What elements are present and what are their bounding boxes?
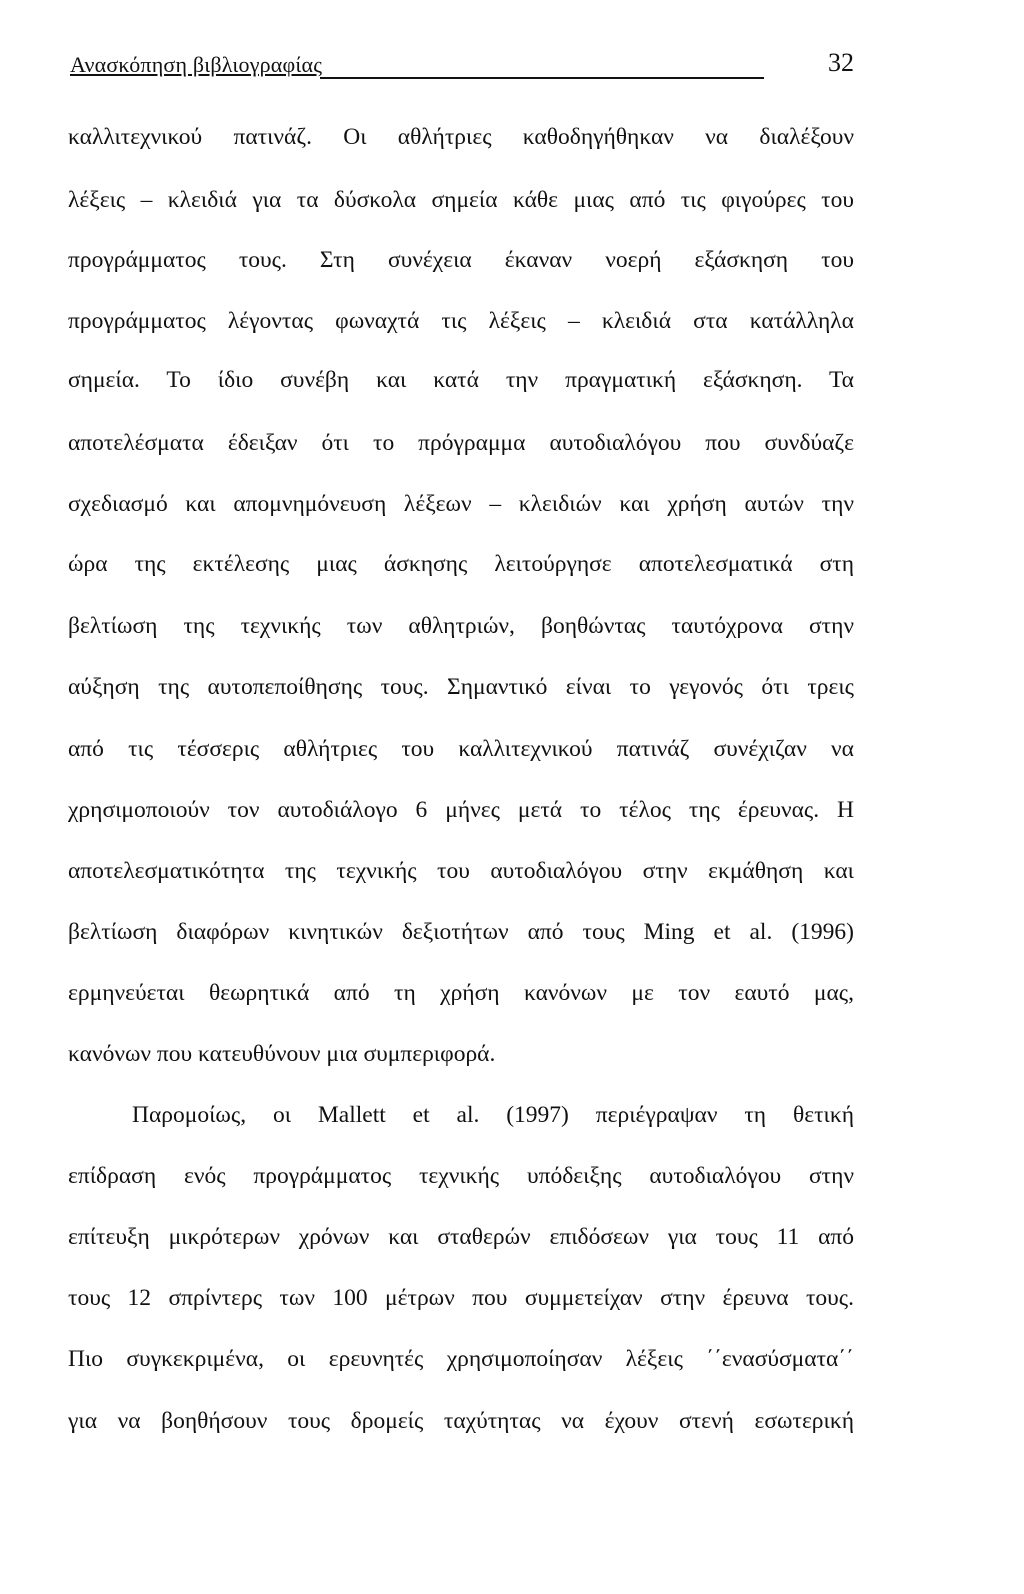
paragraph-start-line: Παρομοίως, οι Mallett et al. (1997) περιέγραψαν τη θετική: [132, 1102, 854, 1128]
text-line: βελτίωση της τεχνικής των αθλητριών, βοηθώντας ταυτόχρονα στην: [68, 613, 854, 639]
text-line: Πιο συγκεκριμένα, οι ερευνητές χρησιμοποίησαν λέξεις ΄΄ενασύσματα΄΄: [68, 1346, 854, 1372]
text-line: καλλιτεχνικού πατινάζ. Οι αθλήτριες καθοδηγήθηκαν να διαλέξουν: [68, 124, 854, 150]
text-line: σημεία. Το ίδιο συνέβη και κατά την πραγματική εξάσκηση. Τα: [68, 367, 854, 393]
text-line: τους 12 σπρίντερς των 100 μέτρων που συμμετείχαν στην έρευνα τους.: [68, 1285, 854, 1311]
text-line: αύξηση της αυτοπεποίθησης τους. Σημαντικό είναι το γεγονός ότι τρεις: [68, 674, 854, 700]
text-line: προγράμματος λέγοντας φωναχτά τις λέξεις – κλειδιά στα κατάλληλα: [68, 308, 854, 334]
text-line: για να βοηθήσουν τους δρομείς ταχύτητας να έχουν στενή εσωτερική: [68, 1408, 854, 1434]
text-line: επίτευξη μικρότερων χρόνων και σταθερών επιδόσεων για τους 11 από: [68, 1224, 854, 1250]
text-line: επίδραση ενός προγράμματος τεχνικής υπόδειξης αυτοδιαλόγου στην: [68, 1163, 854, 1189]
page-header: [70, 48, 854, 82]
paragraph-end-line: κανόνων που κατευθύνουν μια συμπεριφορά.: [68, 1041, 496, 1067]
text-line: ώρα της εκτέλεσης μιας άσκησης λειτούργησε αποτελεσματικά στη: [68, 551, 854, 577]
page-number: 32: [828, 48, 854, 77]
text-line: από τις τέσσερις αθλήτριες του καλλιτεχνικού πατινάζ συνέχιζαν να: [68, 736, 854, 762]
text-line: αποτελεσματικότητα της τεχνικής του αυτοδιαλόγου στην εκμάθηση και: [68, 858, 854, 884]
text-line: σχεδιασμό και απομνημόνευση λέξεων – κλειδιών και χρήση αυτών την: [68, 491, 854, 517]
text-line: αποτελέσματα έδειξαν ότι το πρόγραμμα αυτοδιαλόγου που συνδύαζε: [68, 430, 854, 456]
text-line: προγράμματος τους. Στη συνέχεια έκαναν νοερή εξάσκηση του: [68, 247, 854, 273]
text-line: βελτίωση διαφόρων κινητικών δεξιοτήτων από τους Ming et al. (1996): [68, 919, 854, 945]
running-head-title: Ανασκόπηση βιβλιογραφίας: [70, 52, 323, 77]
text-line: ερμηνεύεται θεωρητικά από τη χρήση κανόνων με τον εαυτό μας,: [68, 980, 854, 1006]
header-rule: [320, 77, 764, 79]
text-line: λέξεις – κλειδιά για τα δύσκολα σημεία κάθε μιας από τις φιγούρες του: [68, 187, 854, 213]
text-line: χρησιμοποιούν τον αυτοδιάλογο 6 μήνες μετά το τέλος της έρευνας. Η: [68, 797, 854, 823]
